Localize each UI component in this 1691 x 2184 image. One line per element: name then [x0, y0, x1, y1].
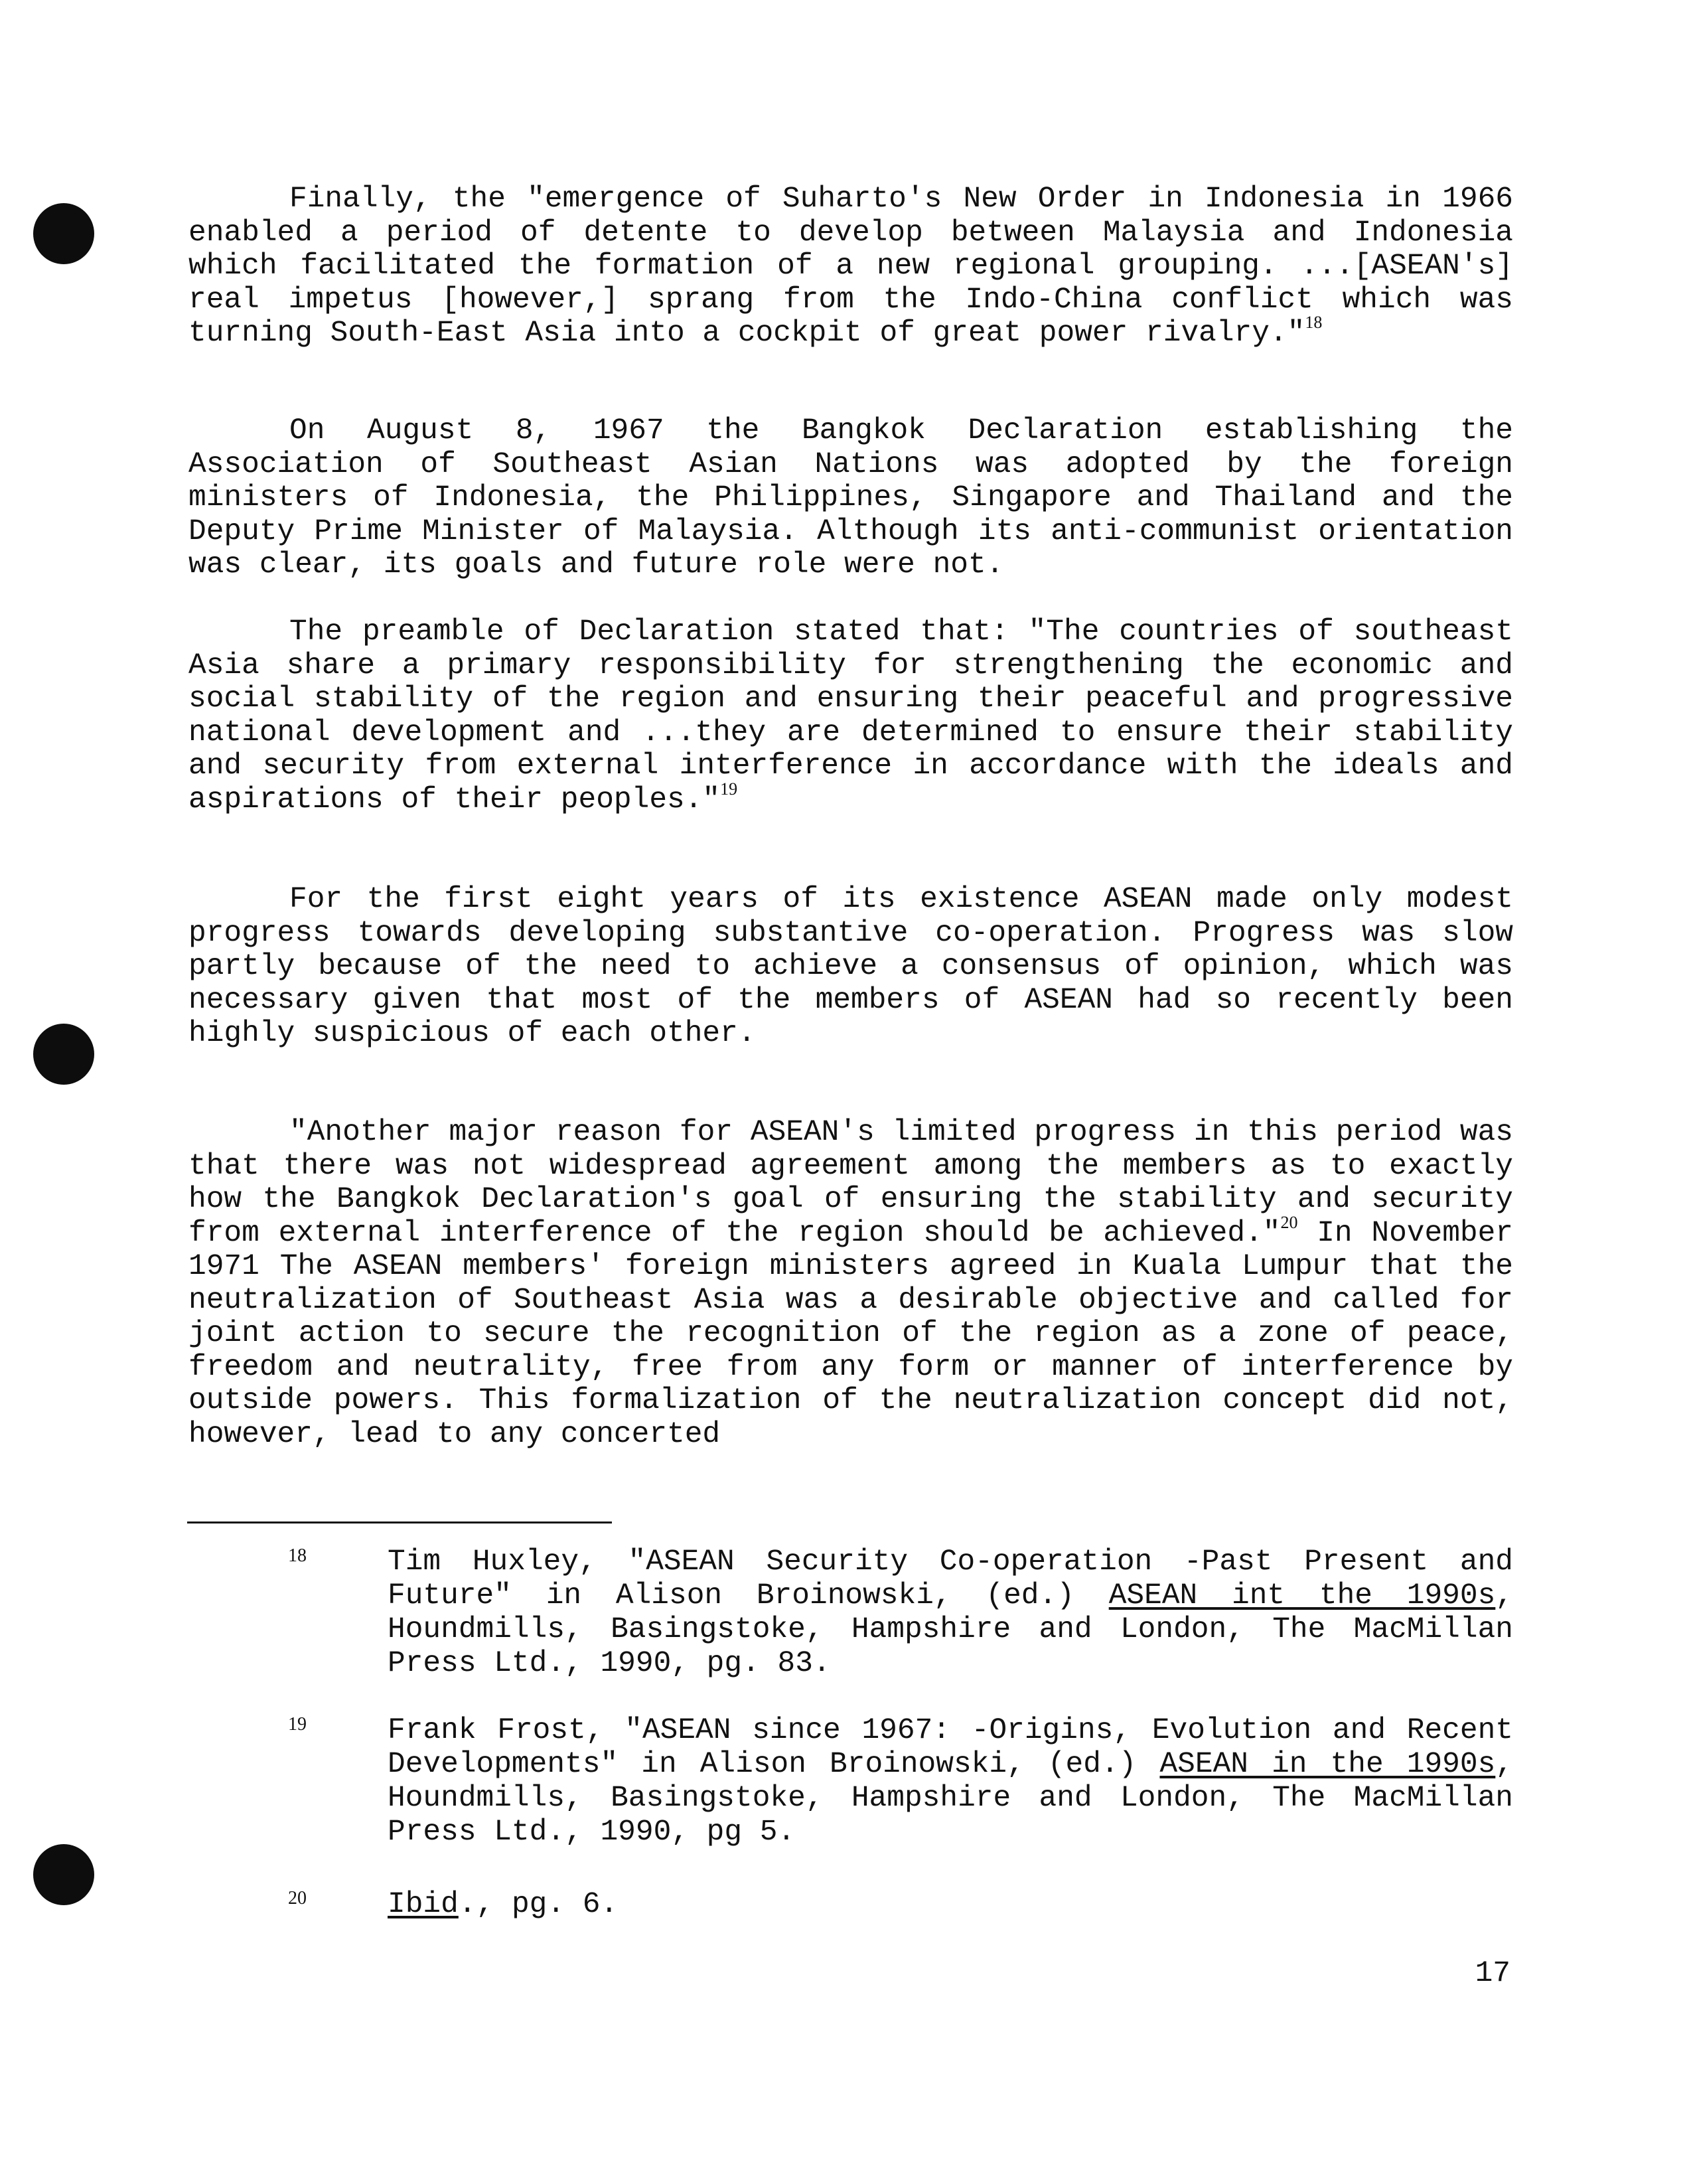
- footnote-title: Ibid: [388, 1888, 459, 1921]
- footnote-text: [388, 1545, 1513, 1681]
- footnote-title: ASEAN in the 1990s: [1159, 1748, 1496, 1781]
- binder-hole: [33, 1844, 94, 1905]
- footnote-text: [388, 1888, 1513, 1922]
- footnote-text-before: Tim Huxley, "ASEAN Security Co-operation -Past Present and Future" in Alison Broinowski, (ed.): [388, 1545, 1513, 1612]
- footnote-number: 18: [288, 1545, 307, 1566]
- footnote-text-after: , Houndmills, Basingstoke, Hampshire and London, The MacMillan Press Ltd., 1990, pg 5.: [388, 1748, 1513, 1849]
- body-paragraph: [188, 615, 1513, 817]
- footnote-ref: 18: [1305, 313, 1323, 332]
- footnote-text-after: , Houndmills, Basingstoke, Hampshire and London, The MacMillan Press Ltd., 1990, pg. 83.: [388, 1579, 1514, 1680]
- binder-hole: [33, 203, 94, 264]
- body-paragraph: [188, 183, 1513, 351]
- body-paragraph: [188, 1116, 1513, 1451]
- footnote-text: [388, 1714, 1513, 1849]
- footnote-ref: 20: [1280, 1212, 1298, 1232]
- paragraph-text: On August 8, 1967 the Bangkok Declaration establishing the Association of Southeast Asian Nations was adopted by the foreign ministers of Indonesia, the Philippines, Singapore and Thailand and the Deputy Prime Minister of Malaysia. Although its anti-communist orientation was clear, its goals and future role were not.: [188, 414, 1513, 582]
- footnote-number: 20: [288, 1888, 307, 1909]
- body-paragraph: [188, 883, 1513, 1051]
- footnote-separator: [187, 1521, 612, 1523]
- binder-hole: [33, 1024, 94, 1085]
- page-number: 17: [1475, 1957, 1510, 1990]
- footnote-title: ASEAN int the 1990s: [1108, 1579, 1496, 1612]
- paragraph-text: Finally, the "emergence of Suharto's New Order in Indonesia in 1966 enabled a period of detente to develop between Malaysia and Indonesia which facilitated the formation of a new regional grouping. ...[ASEAN's] real impetus [however,] sprang from the Indo-China conflict which was turning South-East Asia into a cockpit of great power rivalry.": [188, 183, 1513, 350]
- paragraph-text: In November 1971 The ASEAN members' foreign ministers agreed in Kuala Lumpur that the neutralization of Southeast Asia was a desirable objective and called for joint action to secure the recognition of the region as a zone of peace, freedom and neutrality, free from any form or manner of interference by outside powers. This formalization of the neutralization concept did not, however, lead to any concerted: [188, 1216, 1514, 1451]
- body-paragraph: [188, 414, 1513, 582]
- footnote-ref: 19: [720, 779, 738, 799]
- footnote-number: 19: [288, 1714, 307, 1735]
- footnote-text-after: ., pg. 6.: [458, 1888, 619, 1921]
- footnote-text-before: Frank Frost, "ASEAN since 1967: -Origins, Evolution and Recent Developments" in Alison Broinowski, (ed.): [388, 1714, 1513, 1781]
- paragraph-text: "Another major reason for ASEAN's limited progress in this period was that there was not widespread agreement among the members as to exactly how the Bangkok Declaration's goal of ensuring the stability and security from external interference of the region should be achieved.": [188, 1116, 1513, 1250]
- paragraph-text: The preamble of Declaration stated that: "The countries of southeast Asia share a primary responsibility for strengthening the economic and social stability of the region and ensuring their peaceful and progressive national development and ...they are determined to ensure their stability and security from external interference in accordance with the ideals and aspirations of their peoples.": [188, 615, 1513, 817]
- paragraph-text: For the first eight years of its existence ASEAN made only modest progress towards developing substantive co-operation. Progress was slow partly because of the need to achieve a consensus of opinion, which was necessary given that most of the members of ASEAN had so recently been highly suspicious of each other.: [188, 883, 1513, 1050]
